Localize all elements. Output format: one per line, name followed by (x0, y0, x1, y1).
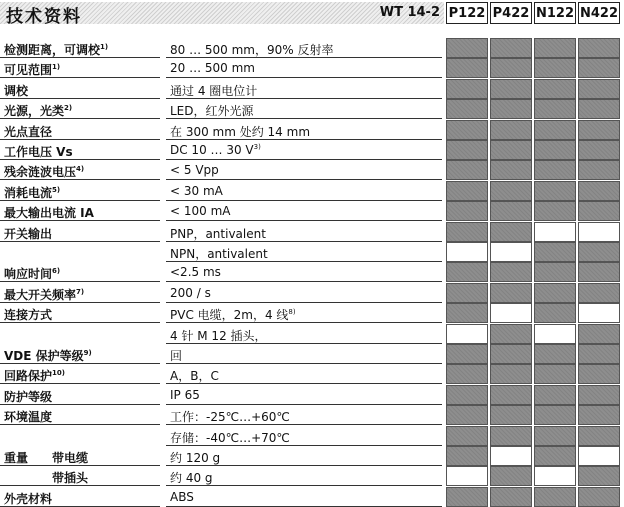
variant-availability-cell (578, 446, 620, 466)
variant-availability-cell (490, 283, 532, 303)
variant-availability-cell (490, 140, 532, 160)
variant-availability-cell (490, 58, 532, 78)
variant-availability-cell (490, 303, 532, 323)
variant-availability-cell (578, 344, 620, 364)
variant-header-n122: N122 (534, 2, 576, 24)
variant-availability-cell (534, 201, 576, 221)
variant-availability-cell (578, 99, 620, 119)
spec-value: A，B，C (170, 369, 219, 384)
table-header (0, 0, 624, 26)
variant-availability-cell (578, 58, 620, 78)
variant-availability-cell (534, 181, 576, 201)
model-name: WT 14-2 (379, 5, 440, 20)
spec-value: LED，红外光源 (170, 104, 254, 119)
spec-label: 工作电压 Vs (4, 145, 73, 159)
spec-label: 调校 (4, 83, 29, 98)
variant-availability-cell (490, 344, 532, 364)
variant-availability-cell (578, 283, 620, 303)
spec-value: 存储：-40℃…+70℃ (170, 430, 290, 445)
variant-availability-cell (490, 262, 532, 282)
spec-value: PNP，antivalent (170, 226, 266, 241)
footnote-ref: 7) (76, 287, 85, 296)
variant-availability-cell (446, 222, 488, 242)
variant-availability-cell (578, 222, 620, 242)
footnote-ref: 9) (83, 349, 92, 357)
variant-availability-cell (534, 262, 576, 282)
variant-header-p122: P122 (446, 2, 488, 24)
spec-value: 约 120 g (170, 451, 221, 465)
spec-row (0, 487, 624, 507)
variant-availability-cell (446, 140, 488, 160)
spec-row (0, 181, 624, 201)
variant-availability-cell (578, 242, 620, 262)
spec-label: VDE 保护等级$^{9)}$ (4, 349, 92, 363)
variant-availability-cell (446, 58, 488, 78)
variant-availability-cell (578, 38, 620, 58)
variant-availability-cell (490, 446, 532, 466)
variant-availability-cell (534, 385, 576, 405)
variant-availability-cell (578, 120, 620, 140)
variant-availability-cell (578, 324, 620, 344)
spec-row (0, 446, 624, 466)
footnote-ref: 6) (52, 267, 61, 276)
spec-value: < 30 mA (170, 183, 223, 198)
spec-row (0, 426, 624, 446)
footnote-ref: 4) (76, 165, 85, 174)
spec-value: 20 … 500 mm (170, 61, 255, 76)
spec-row (0, 262, 624, 282)
spec-value: < 100 mA (170, 204, 231, 219)
spec-value: < 5 Vpp (170, 163, 219, 178)
variant-availability-cell (534, 38, 576, 58)
variant-header-p422: P422 (490, 2, 532, 24)
variant-availability-cell (446, 364, 488, 384)
spec-label: 外壳材料 (4, 491, 53, 506)
variant-availability-cell (490, 79, 532, 99)
variant-availability-cell (446, 466, 488, 486)
variant-availability-cell (490, 405, 532, 425)
variant-availability-cell (534, 303, 576, 323)
variant-availability-cell (534, 242, 576, 262)
spec-label: 开关输出 (4, 226, 53, 241)
variant-availability-cell (446, 446, 488, 466)
variant-availability-cell (446, 405, 488, 425)
spec-value: 回 (170, 349, 183, 363)
variant-availability-cell (578, 262, 620, 282)
footnote-ref: 1) (52, 63, 61, 72)
variant-availability-cell (446, 303, 488, 323)
variant-availability-cell (490, 201, 532, 221)
variant-availability-cell (446, 262, 488, 282)
spec-row (0, 364, 624, 384)
page-title: 技术资料 (6, 7, 82, 27)
variant-availability-cell (534, 405, 576, 425)
spec-label: 回路保护$^{10)}$ (4, 369, 65, 384)
variant-availability-cell (490, 99, 532, 119)
spec-label: 防护等级 (4, 389, 53, 404)
spec-row (0, 385, 624, 405)
spec-row (0, 160, 624, 180)
variant-availability-cell (490, 38, 532, 58)
variant-availability-cell (534, 79, 576, 99)
variant-availability-cell (446, 344, 488, 364)
spec-value: 在 300 mm 处约 14 mm (170, 124, 311, 139)
variant-availability-cell (534, 487, 576, 507)
spec-row (0, 324, 624, 344)
spec-value: 通过 4 圈电位计 (170, 83, 258, 98)
spec-value: NPN，antivalent (170, 247, 268, 261)
spec-value: 约 40 g (170, 471, 213, 486)
variant-availability-cell (534, 140, 576, 160)
variant-availability-cell (534, 99, 576, 119)
spec-label: 光点直径 (4, 124, 53, 139)
variant-availability-cell (490, 160, 532, 180)
variant-header-n422: N422 (578, 2, 620, 24)
footnote-ref: 2) (64, 104, 73, 113)
variant-availability-cell (446, 324, 488, 344)
variant-availability-cell (578, 405, 620, 425)
variant-availability-cell (490, 364, 532, 384)
spec-row (0, 222, 624, 242)
variant-availability-cell (446, 38, 488, 58)
footnote-ref: 8) (288, 308, 296, 317)
spec-value: <2.5 ms (170, 265, 221, 280)
variant-availability-cell (446, 385, 488, 405)
spec-label: 响应时间$^{6)}$ (4, 267, 61, 282)
spec-row (0, 79, 624, 99)
variant-availability-cell (578, 303, 620, 323)
variant-availability-cell (490, 466, 532, 486)
variant-availability-cell (446, 487, 488, 507)
variant-availability-cell (446, 120, 488, 140)
spec-row (0, 99, 624, 119)
footnote-ref: 3) (253, 143, 261, 151)
spec-label: 环境温度 (4, 410, 53, 425)
variant-availability-cell (534, 344, 576, 364)
footnote-ref: 5) (52, 185, 61, 194)
variant-availability-cell (534, 466, 576, 486)
variant-availability-cell (578, 181, 620, 201)
spec-value: 4 针 M 12 插头， (170, 328, 267, 343)
variant-availability-cell (578, 487, 620, 507)
spec-label: 残余涟波电压$^{4)}$ (4, 165, 85, 180)
footnote-ref: 1) (100, 43, 109, 51)
spec-row (0, 242, 624, 262)
variant-availability-cell (534, 283, 576, 303)
variant-availability-cell (490, 242, 532, 262)
variant-availability-cell (446, 160, 488, 180)
spec-label: 消耗电流$^{5)}$ (4, 185, 61, 200)
variant-availability-cell (446, 181, 488, 201)
variant-availability-cell (490, 181, 532, 201)
spec-value: DC 10 … 30 $V^{3)}$ (170, 143, 261, 157)
variant-availability-cell (578, 385, 620, 405)
variant-availability-cell (578, 140, 620, 160)
variant-availability-cell (578, 466, 620, 486)
spec-label: 检测距离，可调校$^{1)}$ (4, 43, 109, 57)
variant-availability-cell (490, 385, 532, 405)
variant-availability-cell (490, 222, 532, 242)
variant-availability-cell (490, 426, 532, 446)
variant-availability-cell (534, 324, 576, 344)
variant-availability-cell (534, 160, 576, 180)
variant-availability-cell (534, 120, 576, 140)
spec-value: 80 … 500 mm，90% 反射率 (170, 43, 334, 57)
variant-availability-cell (490, 487, 532, 507)
spec-value: IP 65 (170, 387, 200, 402)
variant-availability-cell (578, 364, 620, 384)
variant-availability-cell (446, 426, 488, 446)
variant-availability-cell (490, 120, 532, 140)
spec-row (0, 303, 624, 323)
variant-availability-cell (578, 79, 620, 99)
spec-row (0, 38, 624, 58)
spec-label: 连接方式 (4, 308, 53, 323)
spec-row (0, 120, 624, 140)
variant-availability-cell (534, 58, 576, 78)
spec-row (0, 283, 624, 303)
spec-value: 工作：-25℃…+60℃ (170, 410, 290, 425)
spec-row (0, 405, 624, 425)
spec-row (0, 140, 624, 160)
spec-row (0, 344, 624, 364)
variant-availability-cell (534, 222, 576, 242)
spec-value: PVC 电缆，2m，4 线$^{8)}$ (170, 308, 296, 323)
variant-availability-cell (446, 201, 488, 221)
variant-availability-cell (578, 426, 620, 446)
spec-label: 最大开关频率$^{7)}$ (4, 287, 85, 302)
spec-value: 200 / s (170, 285, 211, 300)
variant-availability-cell (534, 446, 576, 466)
spec-row (0, 201, 624, 221)
spec-label: 重量 带电缆 (4, 451, 89, 465)
variant-availability-cell (490, 324, 532, 344)
variant-availability-cell (446, 242, 488, 262)
footnote-ref: 10) (52, 369, 65, 378)
variant-availability-cell (578, 160, 620, 180)
variant-availability-cell (446, 283, 488, 303)
spec-label: 最大输出电流 IA (4, 206, 94, 221)
variant-availability-cell (578, 201, 620, 221)
variant-availability-cell (446, 99, 488, 119)
spec-row (0, 466, 624, 486)
spec-row (0, 58, 624, 78)
variant-availability-cell (534, 364, 576, 384)
spec-label: 带插头 (52, 471, 89, 486)
spec-value: ABS (170, 489, 194, 504)
spec-label: 可见范围$^{1)}$ (4, 63, 61, 78)
spec-label: 光源，光类$^{2)}$ (4, 104, 73, 119)
variant-availability-cell (534, 426, 576, 446)
variant-availability-cell (446, 79, 488, 99)
